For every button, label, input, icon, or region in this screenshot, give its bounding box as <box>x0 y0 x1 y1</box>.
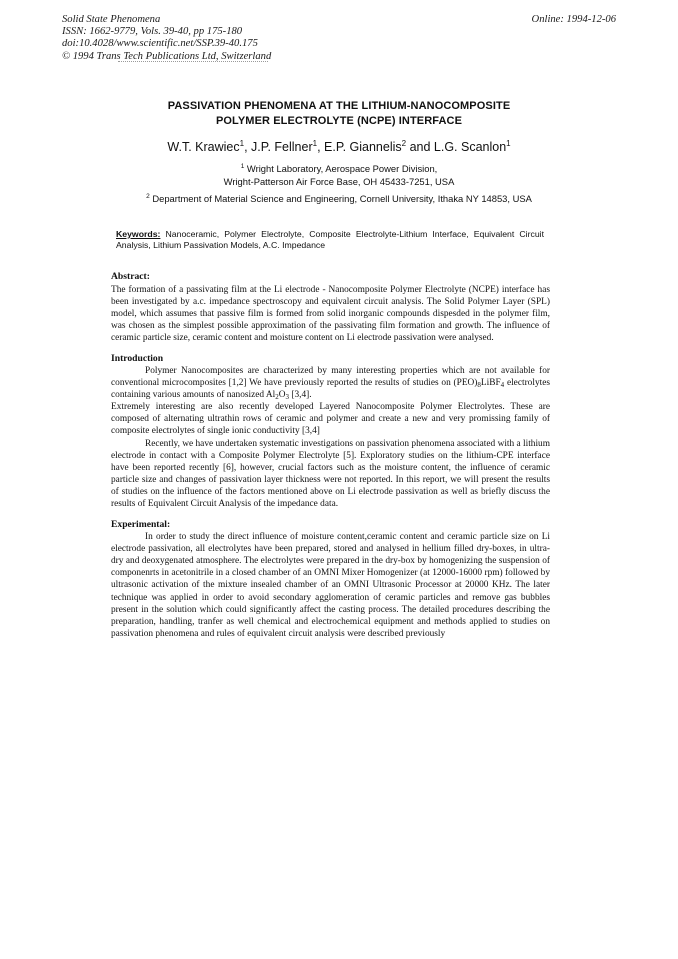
subscript: 3 <box>285 393 290 402</box>
author-name: E.P. Giannelis <box>324 140 402 155</box>
author-separator: , <box>244 140 252 155</box>
affil-mark: 2 <box>146 193 150 200</box>
intro-p1-text: LiBF <box>480 378 501 389</box>
subscript: 4 <box>500 381 505 390</box>
issn-line: ISSN: 1662-9779, Vols. 39-40, pp 175-180 <box>62 26 243 38</box>
author-affil-mark: 2 <box>401 139 407 148</box>
author-name: L.G. Scanlon <box>433 140 507 155</box>
intro-p1-text: O <box>278 390 286 401</box>
paper-title <box>60 99 618 129</box>
author-separator: and <box>406 140 434 155</box>
abstract-heading: Abstract: <box>111 271 150 282</box>
intro-p1-text: Polymer Nanocomposites are characterized by many interesting properties which are not available for conventional microcomposites [1,2] We have previously reported the results of studies on (PEO) <box>111 366 550 389</box>
intro-paragraph-2: Extremely interesting are also recently developed Layered Nanocomposite Polymer Electrolytes. These are composed of alternating ultrathin rows of ceramic and polymer and create a new and very promissing family of composite electrolytes of single ionic conductivity [3,4] <box>111 402 550 437</box>
online-date: Online: 1994-12-06 <box>531 14 616 25</box>
author-affil-mark: 1 <box>506 139 511 148</box>
journal-header <box>62 14 271 63</box>
author-affil-mark: 1 <box>312 139 318 148</box>
affiliation-1 <box>40 160 638 188</box>
intro-paragraph-1 <box>111 365 550 401</box>
keywords-text: Nanoceramic, Polymer Electrolyte, Composite Electrolyte-Lithium Interface, Equivalent Circuit Analysis, Lithium Passivation Models, A.C. Impedance <box>116 229 544 250</box>
copyright-line: © 1994 Trans Tech Publications Ltd, Switzerland <box>62 50 272 62</box>
abstract-text: The formation of a passivating film at the Li electrode - Nanocomposite Polymer Electrolyte (NCPE) interface has been investigated by a.c. impedance spectroscopy and equivalent circuit analysis. The Solid Polymer Layer (SPL) model, which assumes that passive film is formed from solid inorganic compounds dispesded in the polymer film, was chosen as the simplest possible approximation of the passivating film formation and growth. The influence of ceramic particle size, ceramic content and moisture content on Li electrode passivation were analysed. <box>111 284 550 343</box>
subscript: 8 <box>477 381 481 390</box>
title-line-1: PASSIVATION PHENOMENA AT THE LITHIUM-NANOCOMPOSITE <box>167 100 511 112</box>
author-name: J.P. Fellner <box>251 140 313 155</box>
scan-artifact-line <box>118 61 268 64</box>
affil-1-line-2: Wright-Patterson Air Force Base, OH 45433-7251, USA <box>223 176 455 188</box>
introduction-heading: Introduction <box>111 352 164 364</box>
journal-name: Solid State Phenomena <box>62 14 161 25</box>
intro-p1-text: electrolytes containing various amounts of nanosized Al <box>111 378 551 401</box>
paper-body <box>111 271 550 640</box>
author-list <box>60 139 618 154</box>
subscript: 2 <box>275 393 279 402</box>
affiliation-2 <box>40 190 638 205</box>
affil-mark: 1 <box>240 163 245 170</box>
intro-paragraph-3: Recently, we have undertaken systematic investigations on passivation phenomena associated with a lithium electrode in contact with a Composite Polymer Electrolyte [5]. Exploratory studies on the lithium-CPE interface have been reported recently [6], however, crucial factors such as the moisture content, the influence of ceramic particle size and changes of passivation layer thickness were not reported. In this report, we will present the results of studies on the influence of the factors mentioned above on Li electrode passivation as well as briefly discuss the results of Equivalent Circuit Analysis of the impedance data. <box>111 438 550 509</box>
author-affil-mark: 1 <box>239 139 245 148</box>
affil-1-line-1: Wright Laboratory, Aerospace Power Division, <box>246 163 438 175</box>
keywords-label: Keywords: <box>116 229 161 239</box>
title-line-2: POLYMER ELECTROLYTE (NCPE) INTERFACE <box>215 115 463 127</box>
affil-2-line: Department of Material Science and Engineering, Cornell University, Ithaka NY 14853, USA <box>152 193 532 205</box>
author-name: W.T. Krawiec <box>167 140 240 155</box>
doi-line: doi:10.4028/www.scientific.net/SSP.39-40.175 <box>62 38 258 50</box>
intro-p1-text: [3,4]. <box>289 390 312 401</box>
author-separator: , <box>317 140 325 155</box>
experimental-heading: Experimental: <box>111 518 171 530</box>
experimental-paragraph-1: In order to study the direct influence of moisture content,ceramic content and ceramic particle size on Li electrode passivation, all electrolytes have been prepared, stored and analysed in hellium filled dry-boxes, in ultra-dry and deoxygenated atmosphere. The electrolytes were prepared in the dry-box by homogenizing the suspension of componenrts in acetonitrile in a closed chamber of an OMNI Mixer Homogenizer (at 12000-16000 rpm) followed by ultrasonic activation of the mixture insealed chamber of an OMNI Ultrasonic Processor at 20000 KHz. The later technique was applied in order to avoid secondary agglomeration of ceramic particles and remove gas bubbles present in the solution which could significantly affect the casting process. The detailed procedures describing the preparation, handling, tranfer as well chemical and electrochemical equipment and methods applied to studies on passivation phenomena and rules of equivalent circuit analysis were described previously <box>111 532 550 639</box>
keywords-block <box>116 229 544 251</box>
